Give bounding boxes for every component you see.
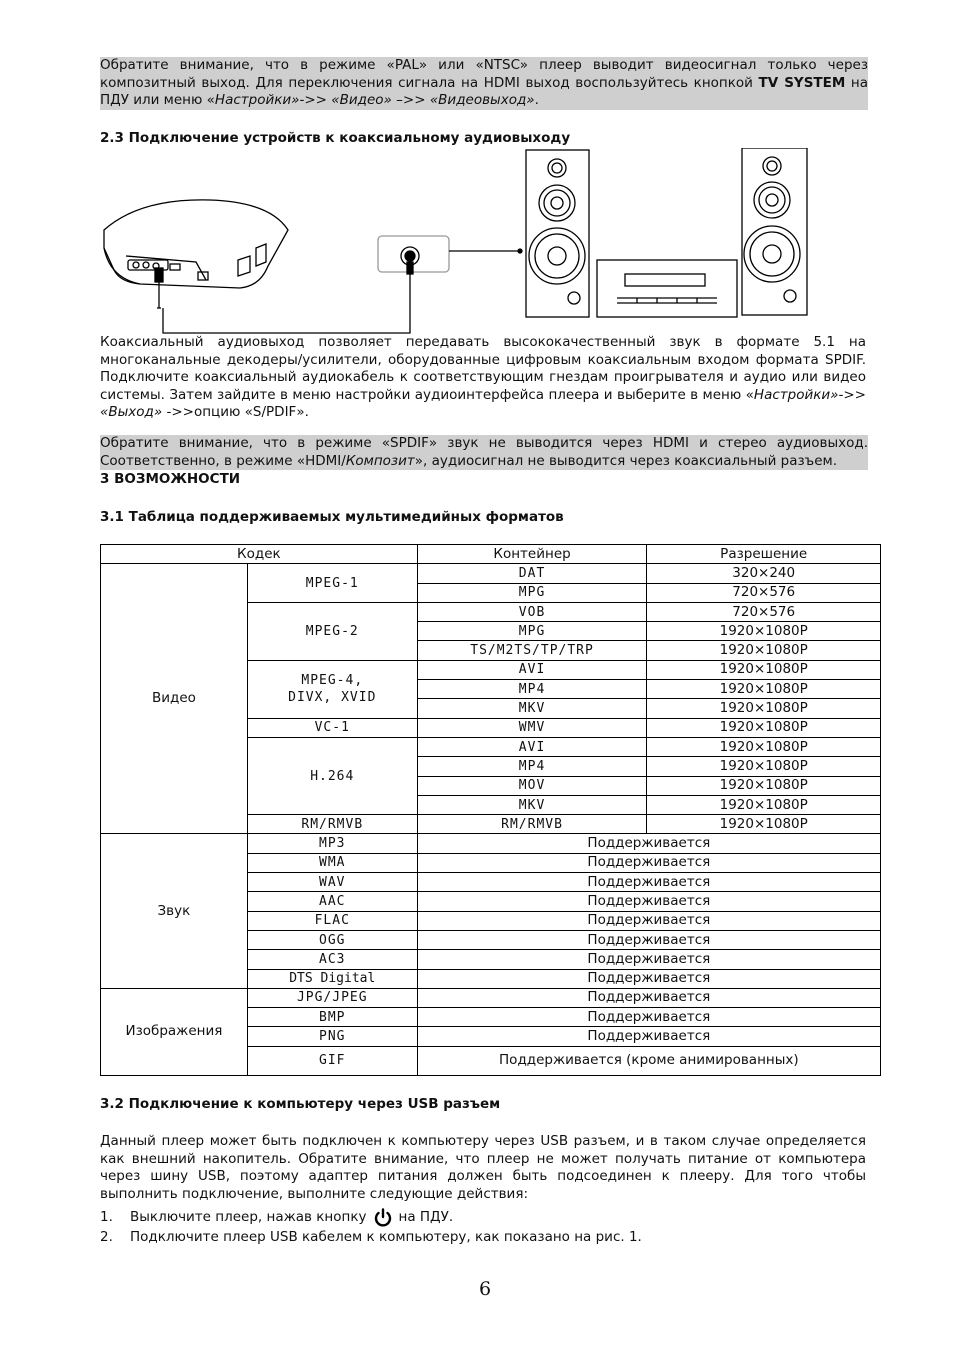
group-audio: Звук: [101, 834, 248, 988]
container-cell: DAT: [417, 564, 647, 583]
codec-cell: AAC: [247, 892, 417, 911]
codec-mpeg2: MPEG-2: [247, 602, 417, 660]
table-header-row: [101, 545, 881, 564]
note1-end: .: [534, 92, 539, 108]
support-cell: Поддерживается: [417, 988, 880, 1007]
support-cell: Поддерживается: [417, 873, 880, 892]
paragraph-coax: [100, 334, 866, 422]
codec-h264: H.264: [247, 737, 417, 814]
codec-rm: RM/RMVB: [247, 815, 417, 834]
container-cell: RM/RMVB: [417, 815, 647, 834]
codec-cell: DTS Digital: [247, 969, 417, 988]
note2-italic: Композит: [345, 452, 415, 469]
table-row: [101, 564, 881, 583]
power-icon: [373, 1208, 393, 1228]
coax-text: Коаксиальный аудиовыход позволяет передавать высококачественный звук в формате 5.1 на многоканальные декодеры/усилители, оборудованные цифровым коаксиальным входом формата SPDIF. Подключите коаксиальный аудиокабель к соответствующим гнездам проигрывателя и аудио или видео системы. Затем зайдите в меню настройки аудиоинтерфейса плеера и выберите в меню «: [100, 334, 866, 403]
container-cell: WMV: [417, 718, 647, 737]
container-cell: AVI: [417, 660, 647, 679]
note1-italic: Настройки»->> «Видео» –>> «Видеовыход»: [214, 92, 535, 108]
codec-mpeg1: MPEG-1: [247, 564, 417, 603]
group-video: Видео: [101, 564, 248, 834]
container-cell: AVI: [417, 737, 647, 756]
codec-mpeg4: MPEG-4, DIVX, XVID: [247, 660, 417, 718]
codec-cell: AC3: [247, 950, 417, 969]
codec-cell: FLAC: [247, 911, 417, 930]
note-spdif: [100, 435, 868, 470]
container-cell: MKV: [417, 699, 647, 718]
codec-cell: WAV: [247, 873, 417, 892]
header-codec: Кодек: [101, 545, 418, 564]
codec-cell: MP3: [247, 834, 417, 853]
note2-end: », аудиосигнал не выводится через коаксиальный разъем.: [414, 452, 838, 469]
step-number: 2.: [100, 1229, 113, 1245]
codec-cell: PNG: [247, 1027, 417, 1046]
support-cell: Поддерживается: [417, 853, 880, 872]
codec-cell: OGG: [247, 930, 417, 949]
coax-plug-icon: [155, 268, 163, 308]
page-number: 6: [478, 1278, 492, 1300]
header-resolution: Разрешение: [647, 545, 881, 564]
codec-cell: WMA: [247, 853, 417, 872]
resolution-cell: 1920×1080P: [647, 815, 881, 834]
section-heading-3-2: 3.2 Подключение к компьютеру через USB разъем: [100, 1096, 501, 1112]
list-item: [100, 1208, 642, 1228]
coax-connection-diagram: [100, 148, 870, 340]
resolution-cell: 1920×1080P: [647, 718, 881, 737]
group-image: Изображения: [101, 988, 248, 1075]
resolution-cell: 1920×1080P: [647, 641, 881, 660]
section-heading-3-1: 3.1 Таблица поддерживаемых мультимедийных форматов: [100, 509, 564, 525]
support-cell: Поддерживается: [417, 1008, 880, 1027]
support-cell: Поддерживается: [417, 892, 880, 911]
codec-cell: GIF: [247, 1046, 417, 1075]
resolution-cell: 1920×1080P: [647, 757, 881, 776]
container-cell: MOV: [417, 776, 647, 795]
support-cell: Поддерживается: [417, 950, 880, 969]
header-container: Контейнер: [417, 545, 647, 564]
step-number: 1.: [100, 1209, 113, 1225]
note1-bold: TV SYSTEM: [758, 74, 846, 91]
resolution-cell: 320×240: [647, 564, 881, 583]
codec-vc1: VC-1: [247, 718, 417, 737]
coax-end: ->>опцию «S/PDIF».: [162, 404, 309, 420]
list-item: [100, 1228, 642, 1247]
resolution-cell: 1920×1080P: [647, 660, 881, 679]
resolution-cell: 1920×1080P: [647, 737, 881, 756]
support-cell: Поддерживается (кроме анимированных): [417, 1046, 880, 1075]
coax-italic: Настройки»->> «Выход»: [100, 386, 866, 420]
codec-cell: JPG/JPEG: [247, 988, 417, 1007]
container-cell: MP4: [417, 757, 647, 776]
support-cell: Поддерживается: [417, 969, 880, 988]
resolution-cell: 1920×1080P: [647, 776, 881, 795]
support-cell: Поддерживается: [417, 911, 880, 930]
step-text: Выключите плеер, нажав кнопку: [130, 1209, 367, 1225]
resolution-cell: 1920×1080P: [647, 795, 881, 814]
section-heading-2-3: 2.3 Подключение устройств к коаксиальному аудиовыходу: [100, 130, 571, 146]
container-cell: TS/M2TS/TP/TRP: [417, 641, 647, 660]
container-cell: MPG: [417, 583, 647, 602]
resolution-cell: 720×576: [647, 602, 881, 621]
steps-list: [100, 1208, 642, 1247]
step-text-end: на ПДУ.: [398, 1209, 454, 1225]
resolution-cell: 720×576: [647, 583, 881, 602]
container-cell: MPG: [417, 622, 647, 641]
player-device-icon: [104, 200, 288, 288]
paragraph-usb: Данный плеер может быть подключен к компьютеру через USB разъем, и в таком случае определяется как внешний накопитель. Обратите внимание, что плеер не может получать питание от компьютера через шину USB, поэтому адаптер питания должен быть подсоединен к плееру. Для того чтобы выполнить подключение, выполните следующие действия:: [100, 1133, 866, 1202]
resolution-cell: 1920×1080P: [647, 680, 881, 699]
note1-text: Обратите внимание, что в режиме «PAL» или «NTSC» плеер выводит видеосигнал только через композитный выход. Для переключения сигнала на HDMI выход воспользуйтесь кнопкой: [100, 57, 868, 91]
formats-table: [100, 544, 881, 1076]
note1-text2: на ПДУ или меню «: [100, 74, 868, 108]
container-cell: MP4: [417, 680, 647, 699]
note-pal-ntsc: [100, 57, 868, 110]
step-text: Подключите плеер USB кабелем к компьютеру, как показано на рис. 1.: [130, 1229, 642, 1245]
resolution-cell: 1920×1080P: [647, 622, 881, 641]
container-cell: VOB: [417, 602, 647, 621]
table-row: [101, 834, 881, 853]
section-heading-3: 3 ВОЗМОЖНОСТИ: [100, 471, 241, 487]
support-cell: Поддерживается: [417, 1027, 880, 1046]
support-cell: Поддерживается: [417, 930, 880, 949]
table-row: [101, 988, 881, 1007]
support-cell: Поддерживается: [417, 834, 880, 853]
resolution-cell: 1920×1080P: [647, 699, 881, 718]
codec-cell: BMP: [247, 1008, 417, 1027]
note2-text: Обратите внимание, что в режиме «SPDIF» звук не выводится через HDMI и стерео аудиовыход. Соответственно, в режиме «HDMI/: [100, 435, 868, 469]
container-cell: MKV: [417, 795, 647, 814]
